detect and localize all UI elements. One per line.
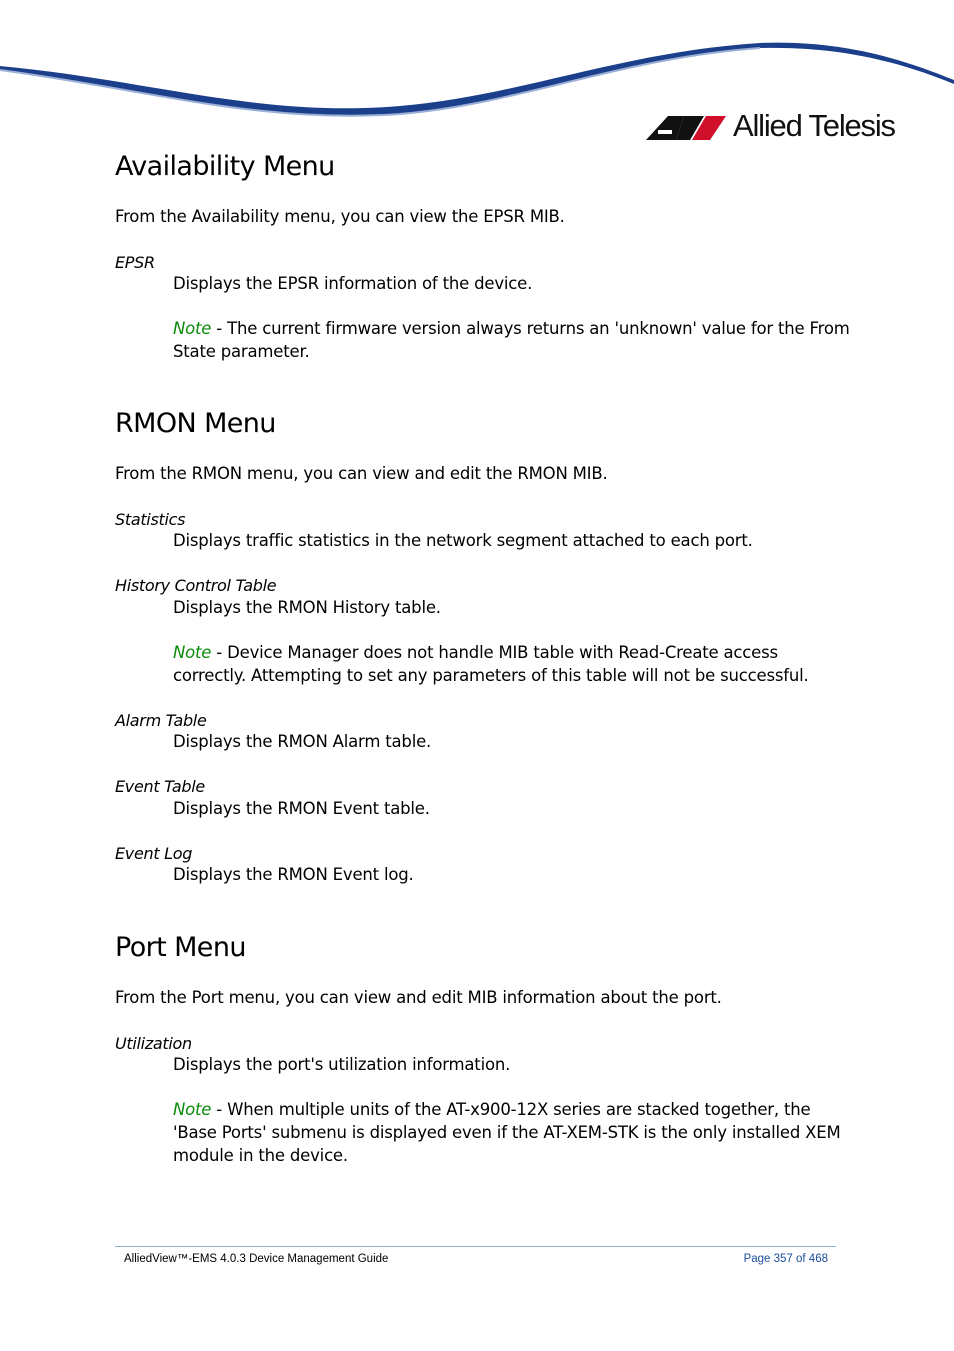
- section-title-port: Port Menu: [115, 932, 246, 963]
- note-utilization: [173, 1098, 853, 1167]
- note-label: Note: [173, 1100, 212, 1119]
- desc-history-control-table: Displays the RMON History table.: [173, 598, 441, 617]
- note-text: - Device Manager does not handle MIB table with Read-Create access: [211, 643, 778, 662]
- desc-epsr: Displays the EPSR information of the device.: [173, 274, 533, 293]
- term-event-log: Event Log: [115, 844, 193, 863]
- term-event-table: Event Table: [115, 777, 205, 796]
- note-label: Note: [173, 643, 212, 662]
- term-epsr: EPSR: [115, 253, 155, 272]
- availability-intro: From the Availability menu, you can view the EPSR MIB.: [115, 207, 565, 226]
- desc-statistics: Displays traffic statistics in the network segment attached to each port.: [173, 531, 753, 550]
- note-history-control-table: [173, 641, 853, 687]
- company-wordmark: Allied Telesis: [733, 108, 895, 143]
- term-statistics: Statistics: [115, 510, 186, 529]
- note-text: State parameter.: [173, 342, 310, 361]
- desc-alarm-table: Displays the RMON Alarm table.: [173, 732, 432, 751]
- note-text: - The current firmware version always returns an 'unknown' value for the From: [211, 319, 850, 338]
- desc-event-table: Displays the RMON Event table.: [173, 799, 430, 818]
- footer-page-number: Page 357 of 468: [743, 1253, 828, 1265]
- rmon-intro: From the RMON menu, you can view and edit the RMON MIB.: [115, 464, 608, 483]
- desc-event-log: Displays the RMON Event log.: [173, 865, 414, 884]
- port-intro: From the Port menu, you can view and edit MIB information about the port.: [115, 988, 722, 1007]
- note-text: 'Base Ports' submenu is displayed even if the AT-XEM-STK is the only installed XEM: [173, 1123, 841, 1142]
- note-epsr: [173, 317, 853, 363]
- term-utilization: Utilization: [115, 1034, 192, 1053]
- note-text: module in the device.: [173, 1146, 348, 1165]
- term-history-control-table: History Control Table: [115, 576, 277, 595]
- note-text: correctly. Attempting to set any parameters of this table will not be successful.: [173, 666, 809, 685]
- note-label: Note: [173, 319, 212, 338]
- section-title-rmon: RMON Menu: [115, 408, 276, 439]
- note-text: - When multiple units of the AT-x900-12X series are stacked together, the: [211, 1100, 811, 1119]
- desc-utilization: Displays the port's utilization information.: [173, 1055, 511, 1074]
- term-alarm-table: Alarm Table: [115, 711, 207, 730]
- footer-divider: [115, 1246, 836, 1247]
- footer-document-title: AlliedView™-EMS 4.0.3 Device Management Guide: [124, 1253, 389, 1265]
- section-title-availability: Availability Menu: [115, 151, 335, 182]
